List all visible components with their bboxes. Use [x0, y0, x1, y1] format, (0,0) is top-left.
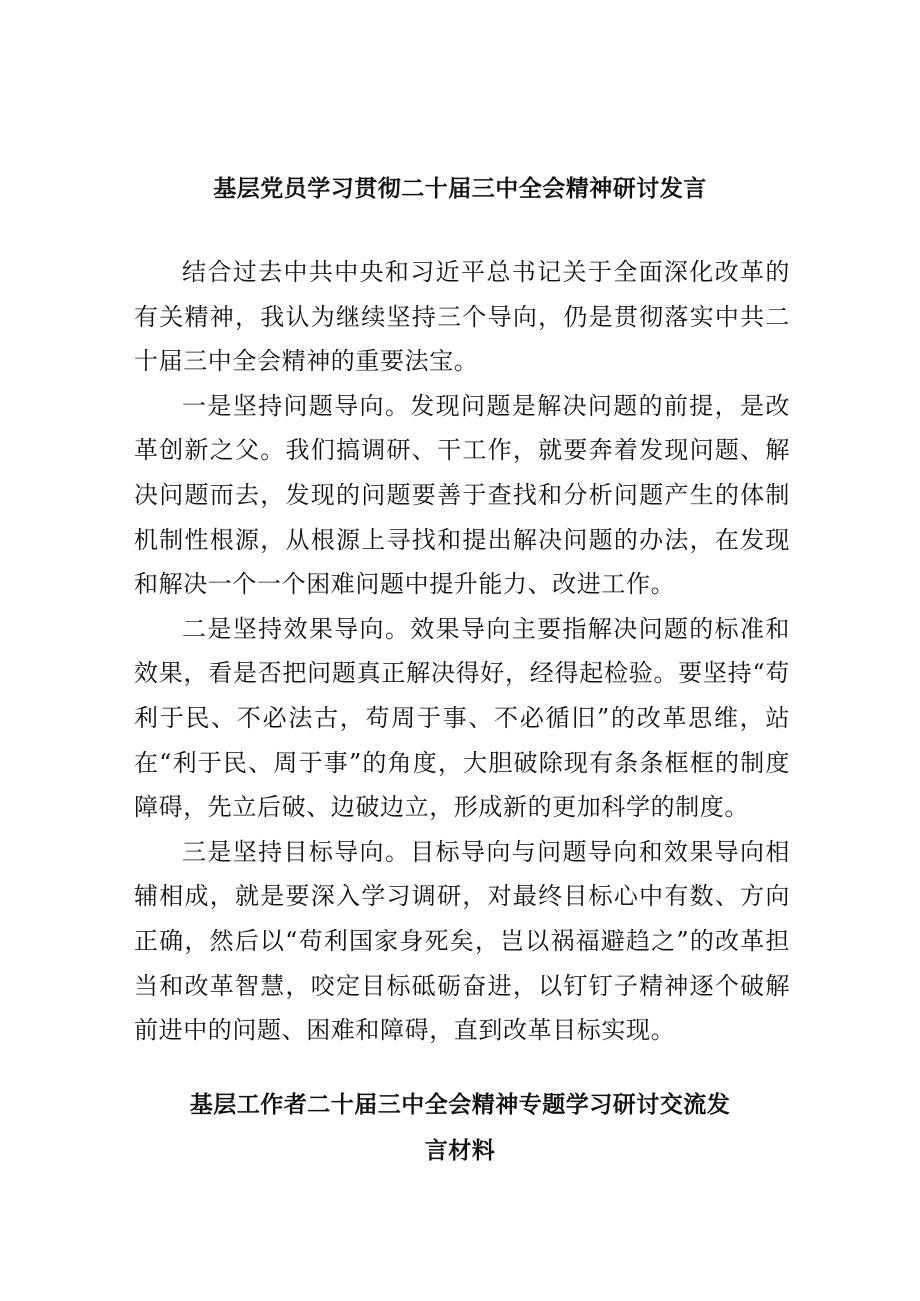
- document-title: 基层党员学习贯彻二十届三中全会精神研讨发言: [213, 176, 707, 202]
- document-body: [134, 250, 790, 1053]
- paragraph-problem-orientation: 一是坚持问题导向。发现问题是解决问题的前提，是改革创新之父。我们搞调研、干工作，就要奔着发现问题、解决问题而去，发现的问题要善于查找和分析问题产生的体制机制性根源，从根源上寻找和提出解决问题的办法，在发现和解决一个一个困难问题中提升能力、改进工作。: [134, 391, 790, 599]
- second-document-title: [0, 1082, 920, 1174]
- paragraph-intro: 结合过去中共中央和习近平总书记关于全面深化改革的有关精神，我认为继续坚持三个导向，仍是贯彻落实中共二十届三中全会精神的重要法宝。: [134, 258, 790, 376]
- second-title-line-2: 言材料: [424, 1138, 496, 1164]
- paragraph-effect-orientation: 二是坚持效果导向。效果导向主要指解决问题的标准和效果，看是否把问题真正解决得好，经得起检验。要坚持“苟利于民、不必法古，苟周于事、不必循旧”的改革思维，站在“利于民、周于事”的角度，大胆破除现有条条框框的制度障碍，先立后破、边破边立，形成新的更加科学的制度。: [134, 614, 790, 822]
- second-title-line-1: 基层工作者二十届三中全会精神专题学习研讨交流发: [189, 1092, 731, 1118]
- paragraph-goal-orientation: 三是坚持目标导向。目标导向与问题导向和效果导向相辅相成，就是要深入学习调研，对最终目标心中有数、方向正确，然后以“苟利国家身死矣，岂以祸福避趋之”的改革担当和改革智慧，咬定目标砥砺奋进，以钉钉子精神逐个破解前进中的问题、困难和障碍，直到改革目标实现。: [134, 837, 790, 1045]
